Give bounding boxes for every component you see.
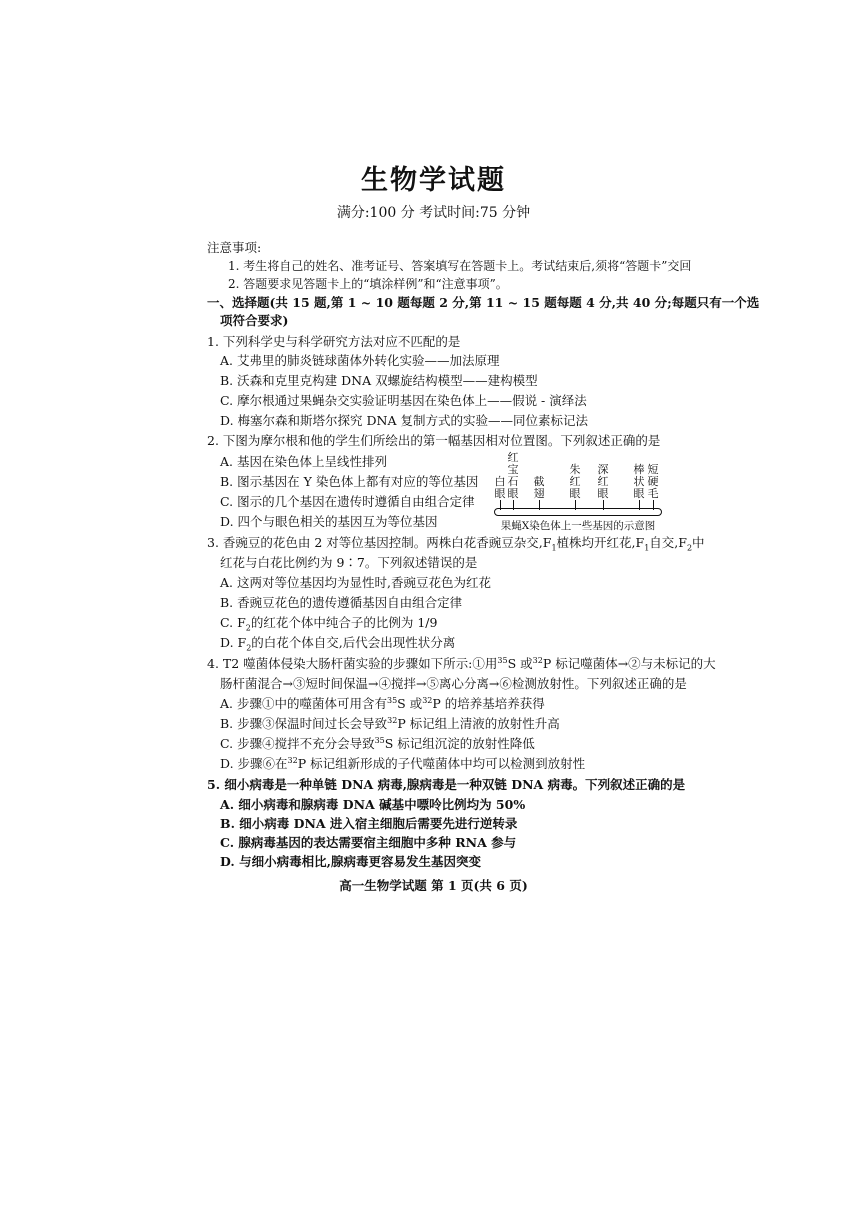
notice-item: 2. 答题要求见答题卡上的“填涂样例”和“注意事项”。 xyxy=(228,277,508,291)
gene-label: 红宝石眼 xyxy=(507,451,519,500)
page-footer: 高一生物学试题 第 1 页(共 6 页) xyxy=(339,878,528,893)
section-heading: 一、选择题(共 15 题,第 1 ~ 10 题每题 2 分,第 11 ~ 15 题每题 4 分,共 40 分;每题只有一个选 xyxy=(207,295,760,310)
notice-item: 1. 考生将自己的姓名、准考证号、答案填写在答题卡上。考试结束后,须将“答题卡”交回 xyxy=(228,259,692,273)
option-a: A. 细小病毒和腺病毒 DNA 碱基中嘌呤比例均为 50% xyxy=(220,797,526,812)
option-c: C. 图示的几个基因在遗传时遵循自由组合定律 xyxy=(220,494,475,509)
gene-label: 白眼 xyxy=(494,475,506,500)
figure-caption: 果蝇X染色体上一些基因的示意图 xyxy=(500,520,656,532)
gene-locus-tick xyxy=(575,500,576,510)
option-d: D. 梅塞尔森和斯塔尔探究 DNA 复制方式的实验——同位素标记法 xyxy=(220,413,588,428)
option-d: D. 与细小病毒相比,腺病毒更容易发生基因突变 xyxy=(220,854,481,869)
question-stem: 5. 细小病毒是一种单链 DNA 病毒,腺病毒是一种双链 DNA 病毒。下列叙述正确的是 xyxy=(207,777,686,792)
question-stem: 1. 下列科学史与科学研究方法对应不匹配的是 xyxy=(207,334,461,349)
gene-locus-tick xyxy=(539,500,540,510)
question-stem: 2. 下图为摩尔根和他的学生们所绘出的第一幅基因相对位置图。下列叙述正确的是 xyxy=(207,433,661,448)
option-d: D. $F_2$的白花个体自交,后代会出现性状分离 xyxy=(220,635,456,653)
option-a: A. 步骤①中的噬菌体可用含有$^{35}$S 或$^{32}$P 的培养基培养获得 xyxy=(220,695,545,711)
option-d: D. 四个与眼色相关的基因互为等位基因 xyxy=(220,514,438,529)
gene-label: 棒状眼 xyxy=(633,463,645,500)
option-c: C. 摩尔根通过果蝇杂交实验证明基因在染色体上——假说 - 演绎法 xyxy=(220,393,587,408)
option-a: A. 艾弗里的肺炎链球菌体外转化实验——加法原理 xyxy=(220,353,500,368)
gene-locus-tick xyxy=(603,500,604,510)
page-title: 生物学试题 xyxy=(361,165,506,196)
gene-locus-tick xyxy=(500,500,501,510)
question-stem-cont: 红花与白花比例约为 9∶7。下列叙述错误的是 xyxy=(220,555,478,570)
gene-locus-tick xyxy=(639,500,640,510)
option-d: D. 步骤⑥在$^{32}$P 标记组新形成的子代噬菌体中均可以检测到放射性 xyxy=(220,755,586,771)
question-stem: 3. 香豌豆的花色由 2 对等位基因控制。两株白花香豌豆杂交$,F_1$植株均开红花$,F_1$自交$,F_2$中 xyxy=(207,535,705,553)
gene-label: 短硬毛 xyxy=(647,463,659,500)
exam-info: 满分:100 分 考试时间:75 分钟 xyxy=(336,205,531,221)
gene-label: 截翅 xyxy=(533,475,545,500)
option-a: A. 这两对等位基因均为显性时,香豌豆花色为红花 xyxy=(220,575,491,590)
option-c: C. $F_2$的红花个体中纯合子的比例为 1/9 xyxy=(220,615,438,633)
option-a: A. 基因在染色体上呈线性排列 xyxy=(220,454,387,469)
option-b: B. 图示基因在 Y 染色体上都有对应的等位基因 xyxy=(220,474,479,489)
gene-label: 朱红眼 xyxy=(569,463,581,500)
gene-label: 深红眼 xyxy=(597,463,609,500)
question-stem-cont: 肠杆菌混合→③短时间保温→④搅拌→⑤离心分离→⑥检测放射性。下列叙述正确的是 xyxy=(220,676,687,691)
gene-locus-tick xyxy=(653,500,654,510)
option-c: C. 步骤④搅拌不充分会导致$^{35}$S 标记组沉淀的放射性降低 xyxy=(220,735,535,751)
gene-locus-tick xyxy=(513,500,514,510)
notice-heading: 注意事项: xyxy=(207,240,262,255)
section-heading-cont: 项符合要求) xyxy=(220,313,289,328)
option-c: C. 腺病毒基因的表达需要宿主细胞中多种 RNA 参与 xyxy=(220,835,517,850)
option-b: B. 沃森和克里克构建 DNA 双螺旋结构模型——建构模型 xyxy=(220,373,538,388)
x-chromosome xyxy=(494,508,662,516)
option-b: B. 香豌豆花色的遗传遵循基因自由组合定律 xyxy=(220,595,463,610)
question-stem: 4. T2 噬菌体侵染大肠杆菌实验的步骤如下所示:①用$^{35}$S 或$^{32}$P 标记噬菌体→②与未标记的大 xyxy=(207,655,716,671)
option-b: B. 细小病毒 DNA 进入宿主细胞后需要先进行逆转录 xyxy=(220,816,518,831)
option-b: B. 步骤③保温时间过长会导致$^{32}$P 标记组上清液的放射性升高 xyxy=(220,715,560,731)
chromosome-figure xyxy=(490,450,666,534)
